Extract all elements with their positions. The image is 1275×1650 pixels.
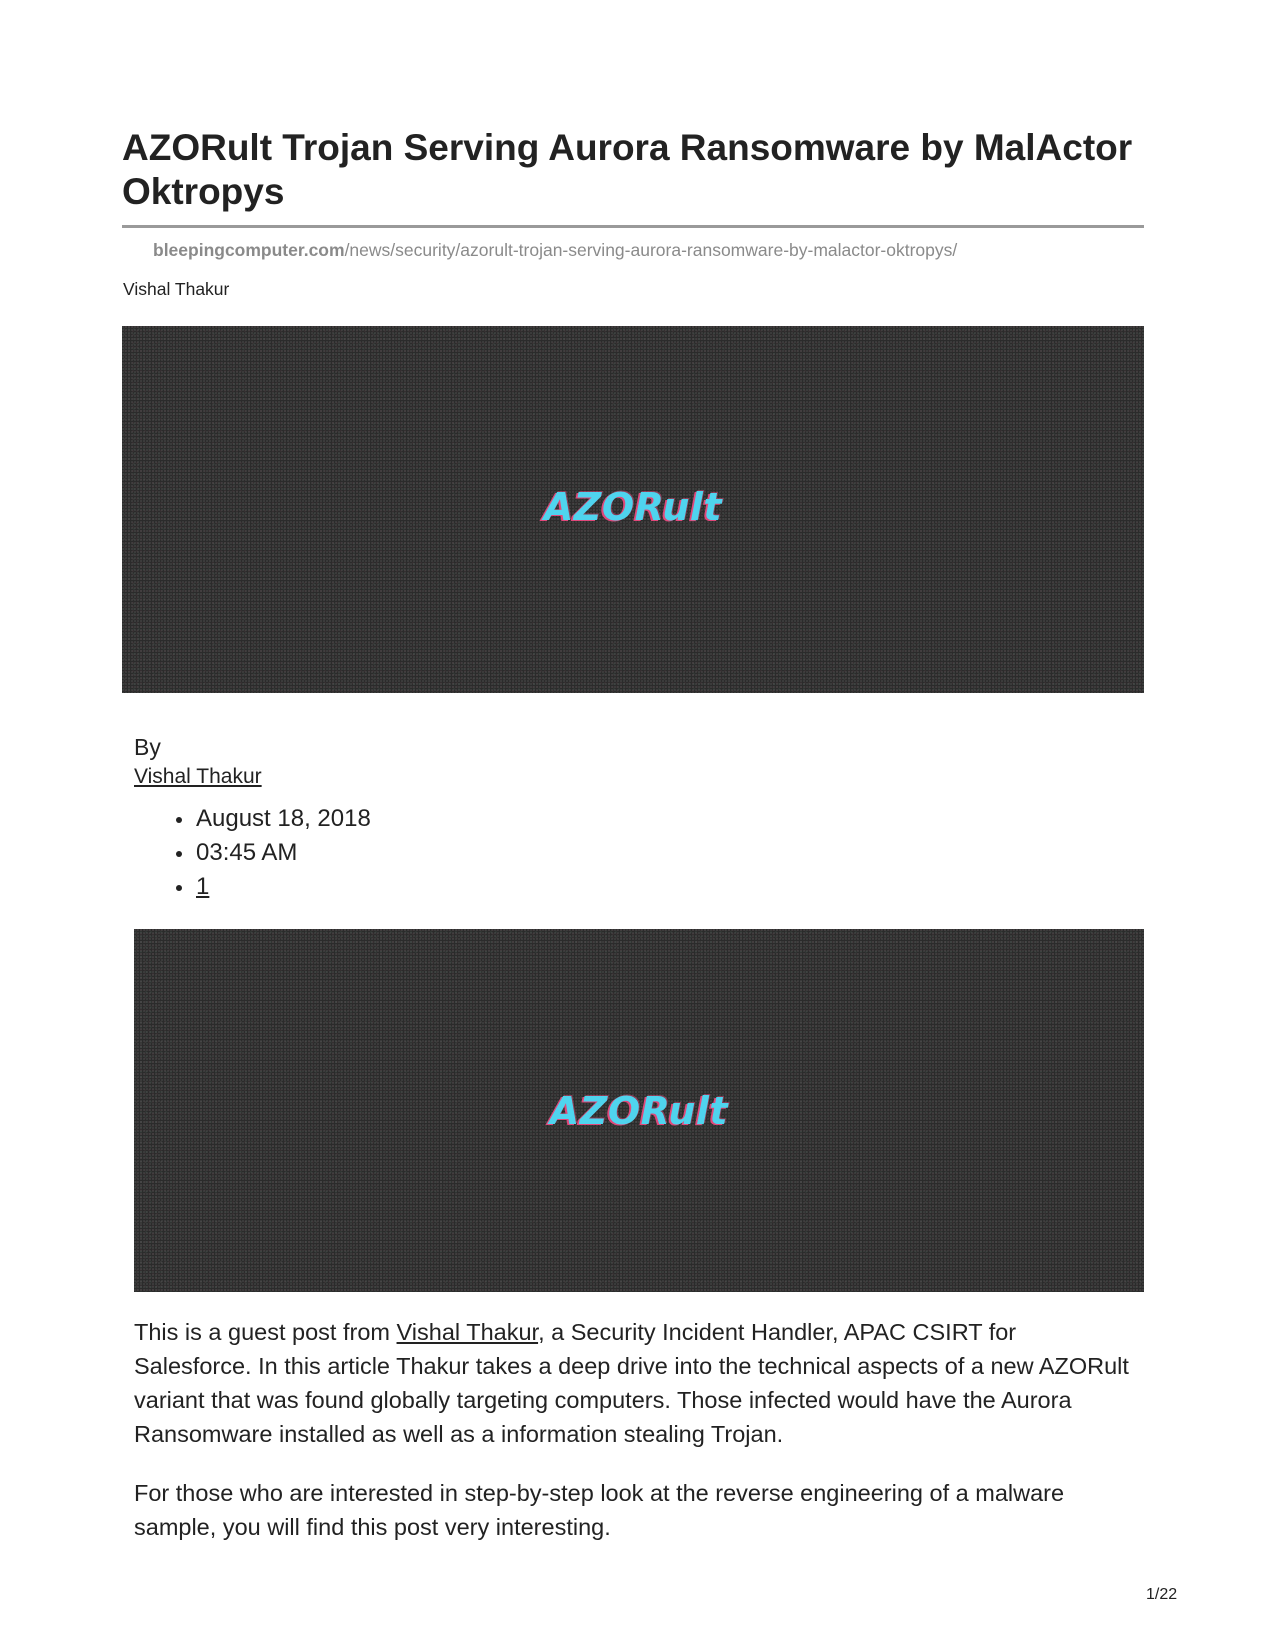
article-image: [134, 929, 1144, 1292]
body-paragraph-second: For those who are interested in step-by-step look at the reverse engineering of a malware sample, you will find this post very interesting.: [134, 1480, 1065, 1540]
byline-author-link[interactable]: Vishal Thakur: [134, 765, 262, 788]
meta-date: [134, 802, 371, 836]
hero-image: [122, 326, 1144, 693]
author-link[interactable]: Vishal Thakur: [396, 1319, 539, 1345]
article-meta-list: [134, 802, 371, 904]
author-name: Vishal Thakur: [123, 279, 230, 299]
meta-comments: [134, 870, 371, 904]
page-title: AZORult Trojan Serving Aurora Ransomware by MalActor Oktropys: [122, 127, 1133, 212]
comments-count-link[interactable]: 1: [196, 873, 210, 900]
paragraph-text: This is a guest post from: [134, 1319, 397, 1345]
title-divider: [122, 225, 1144, 228]
article-image-text: AZORult: [549, 1089, 729, 1133]
meta-date-text: August 18, 2018: [196, 805, 371, 832]
body-paragraph-intro: [134, 1315, 1134, 1451]
page-number: 1/22: [1146, 1586, 1178, 1603]
source-path: /news/security/azorult-trojan-serving-aurora-ransomware-by-malactor-oktropys/: [344, 240, 958, 260]
byline-label: By: [134, 734, 161, 760]
hero-image-text: AZORult: [543, 485, 723, 529]
meta-time-text: 03:45 AM: [196, 839, 298, 866]
bullet-icon: [176, 885, 182, 891]
source-url[interactable]: [153, 240, 957, 261]
source-domain: bleepingcomputer.com: [153, 240, 345, 260]
meta-time: [134, 836, 371, 870]
bullet-icon: [176, 851, 182, 857]
bullet-icon: [176, 817, 182, 823]
paragraph-text: , a Security Incident Handler, APAC CSIRT for Salesforce. In this article Thakur takes a deep drive into the technical aspects of a new AZORult variant that was found globally targeting computers. Those infected would have the Aurora Ransomware installed as well as a information stealing Trojan.: [134, 1319, 1129, 1447]
